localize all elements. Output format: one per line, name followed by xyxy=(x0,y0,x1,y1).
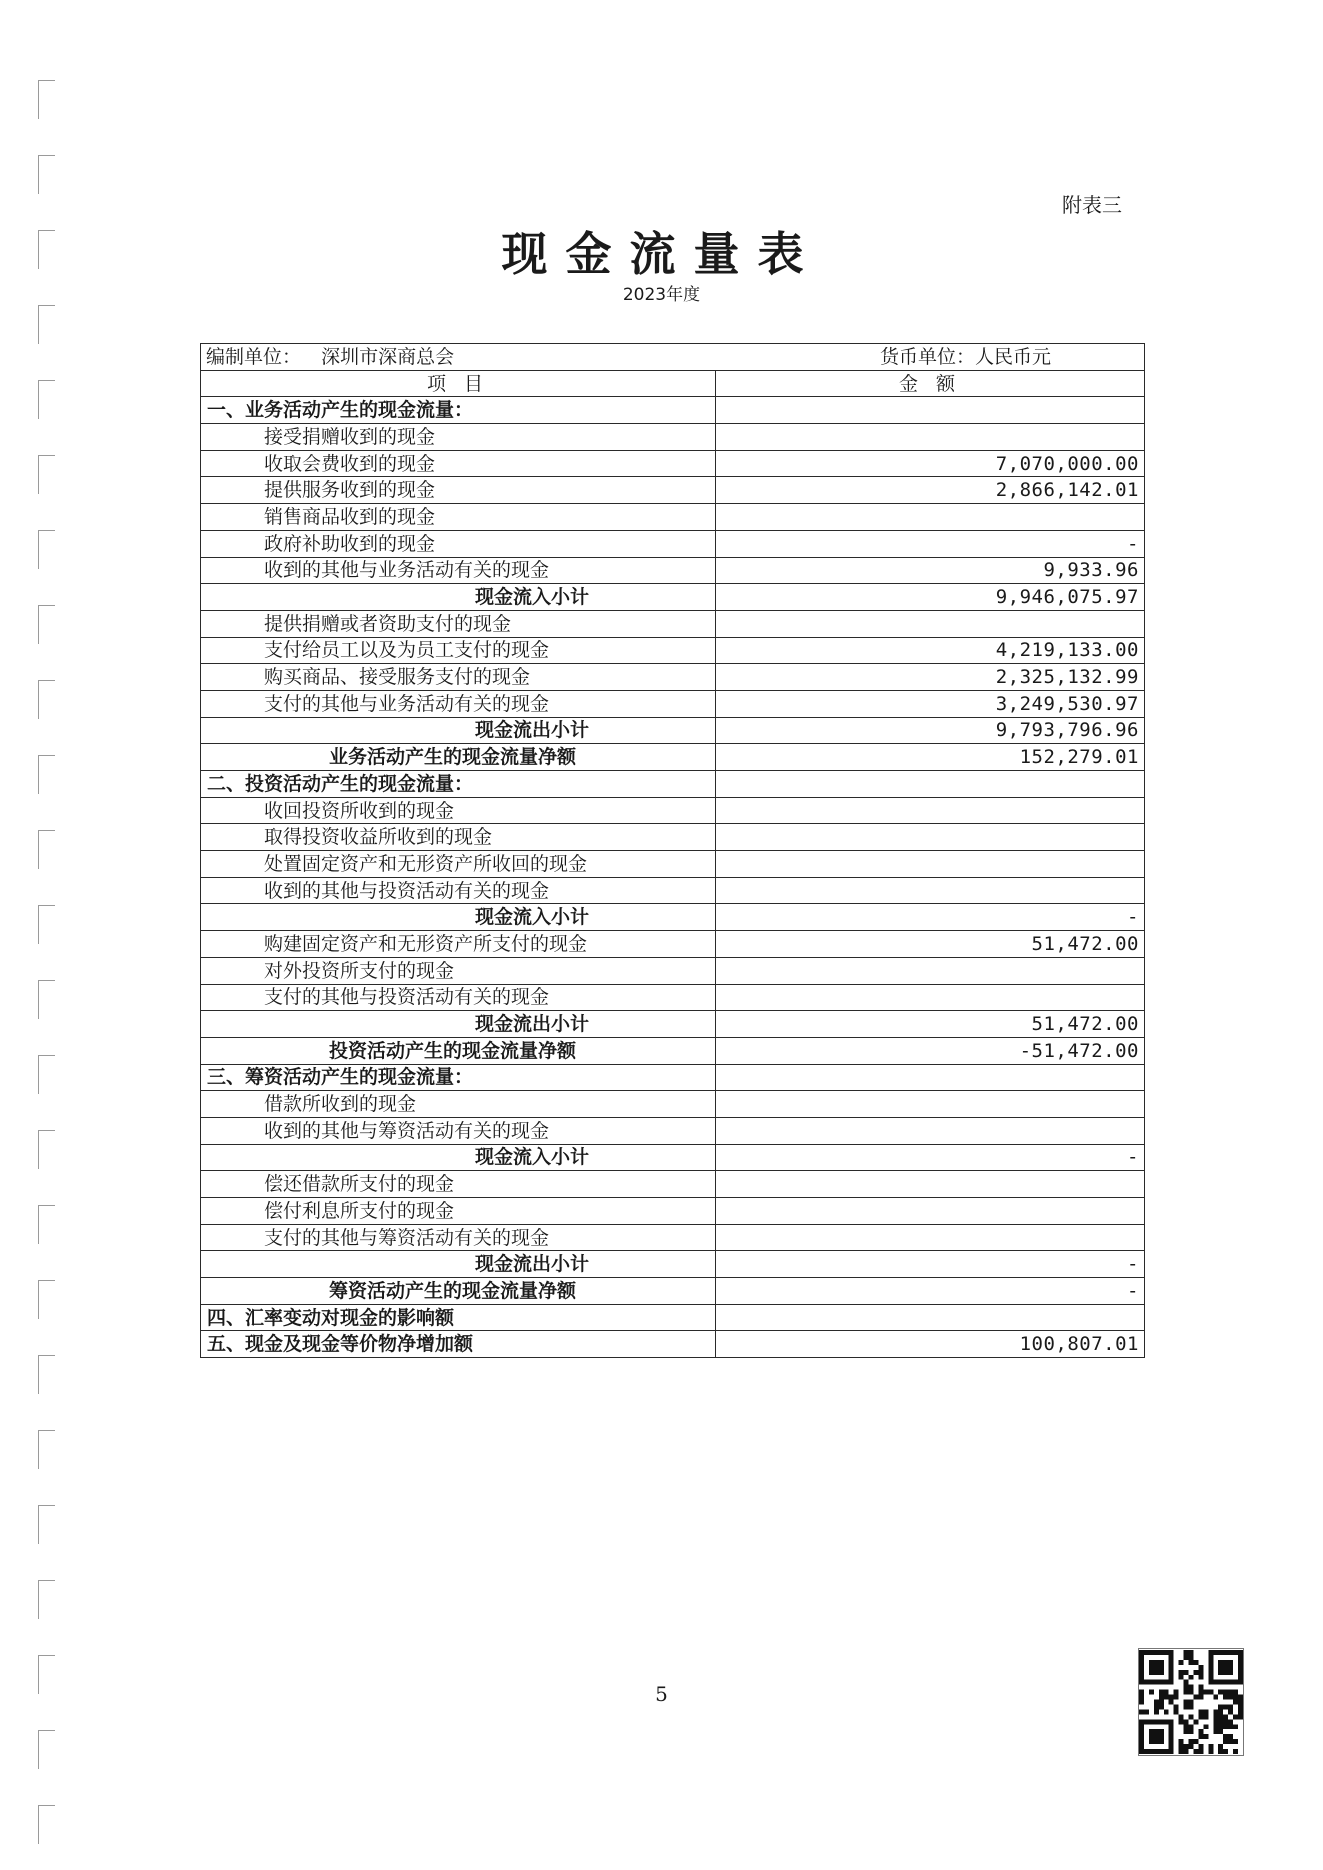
binder-hole xyxy=(38,980,55,1019)
qr-module xyxy=(1228,1709,1233,1714)
qr-module xyxy=(1203,1734,1208,1739)
row-label: 销售商品收到的现金 xyxy=(201,504,716,531)
qr-module xyxy=(1164,1690,1169,1695)
table-row xyxy=(201,1304,1145,1331)
qr-module xyxy=(1174,1704,1179,1709)
qr-module xyxy=(1179,1739,1184,1744)
qr-module xyxy=(1228,1739,1233,1744)
qr-module xyxy=(1193,1749,1198,1754)
qr-module xyxy=(1218,1709,1223,1714)
row-amount xyxy=(716,1171,1145,1198)
currency-field xyxy=(880,346,1051,368)
binder-hole xyxy=(38,1505,55,1544)
binder-hole xyxy=(38,1280,55,1319)
qr-module xyxy=(1184,1670,1189,1675)
row-label: 支付的其他与业务活动有关的现金 xyxy=(201,690,716,717)
row-amount xyxy=(716,1091,1145,1118)
row-label: 支付的其他与投资活动有关的现金 xyxy=(201,984,716,1011)
row-amount xyxy=(716,851,1145,878)
qr-module xyxy=(1193,1660,1198,1665)
table-row xyxy=(201,744,1145,771)
cash-flow-table-body xyxy=(201,344,1145,1358)
qr-module xyxy=(1218,1724,1223,1729)
qr-module xyxy=(1159,1695,1164,1700)
table-row xyxy=(201,1171,1145,1198)
binder-hole xyxy=(38,455,55,494)
table-row xyxy=(201,797,1145,824)
row-label: 现金流出小计 xyxy=(201,1011,716,1038)
row-amount: 3,249,530.97 xyxy=(716,690,1145,717)
row-amount: 152,279.01 xyxy=(716,744,1145,771)
row-amount: 2,866,142.01 xyxy=(716,477,1145,504)
binder-hole xyxy=(38,380,55,419)
binder-hole xyxy=(38,755,55,794)
qr-module xyxy=(1213,1719,1218,1724)
qr-module xyxy=(1198,1685,1203,1690)
row-label: 收到的其他与业务活动有关的现金 xyxy=(201,557,716,584)
qr-module xyxy=(1208,1650,1243,1655)
qr-module xyxy=(1203,1724,1208,1729)
table-row xyxy=(201,477,1145,504)
row-amount: - xyxy=(716,1278,1145,1305)
qr-module xyxy=(1238,1709,1243,1714)
row-amount xyxy=(716,957,1145,984)
row-label: 对外投资所支付的现金 xyxy=(201,957,716,984)
table-row xyxy=(201,1224,1145,1251)
qr-module xyxy=(1228,1719,1233,1724)
qr-module xyxy=(1198,1714,1203,1719)
qr-module xyxy=(1169,1695,1174,1700)
qr-module xyxy=(1193,1719,1198,1724)
binder-hole xyxy=(38,1430,55,1469)
qr-module xyxy=(1184,1680,1189,1685)
qr-module xyxy=(1228,1734,1233,1739)
qr-module xyxy=(1228,1690,1233,1695)
row-label: 收到的其他与投资活动有关的现金 xyxy=(201,877,716,904)
qr-module xyxy=(1213,1709,1218,1714)
qr-module xyxy=(1223,1690,1228,1695)
table-header-row xyxy=(201,370,1145,397)
binder-hole xyxy=(38,1580,55,1619)
row-label: 支付的其他与筹资活动有关的现金 xyxy=(201,1224,716,1251)
row-amount: 51,472.00 xyxy=(716,931,1145,958)
qr-module xyxy=(1223,1704,1228,1709)
row-label: 四、汇率变动对现金的影响额 xyxy=(201,1304,716,1331)
table-row xyxy=(201,1144,1145,1171)
qr-module xyxy=(1174,1690,1179,1695)
row-label: 提供服务收到的现金 xyxy=(201,477,716,504)
binder-hole xyxy=(38,830,55,869)
qr-module xyxy=(1213,1695,1218,1700)
cash-flow-table xyxy=(200,343,1145,1358)
qr-module xyxy=(1169,1700,1174,1705)
column-header-amount: 金 额 xyxy=(716,370,1145,397)
qr-module xyxy=(1198,1744,1203,1749)
row-label: 现金流入小计 xyxy=(201,1144,716,1171)
row-label: 业务活动产生的现金流量净额 xyxy=(201,744,716,771)
qr-module xyxy=(1218,1714,1223,1719)
row-label: 投资活动产生的现金流量净额 xyxy=(201,1037,716,1064)
binder-hole xyxy=(38,305,55,344)
row-label: 现金流出小计 xyxy=(201,1251,716,1278)
table-row xyxy=(201,984,1145,1011)
qr-module xyxy=(1203,1690,1208,1695)
row-amount xyxy=(716,1117,1145,1144)
qr-module xyxy=(1179,1675,1184,1680)
qr-module xyxy=(1223,1695,1228,1700)
row-amount: 100,807.01 xyxy=(716,1331,1145,1358)
row-amount xyxy=(716,877,1145,904)
row-amount: - xyxy=(716,1144,1145,1171)
qr-module xyxy=(1184,1704,1189,1709)
qr-module xyxy=(1139,1695,1144,1700)
qr-module xyxy=(1238,1714,1243,1719)
row-label: 五、现金及现金等价物净增加额 xyxy=(201,1331,716,1358)
qr-module xyxy=(1218,1744,1223,1749)
qr-module xyxy=(1223,1714,1228,1719)
currency-name: 人民币元 xyxy=(974,345,1051,368)
qr-module xyxy=(1139,1700,1144,1705)
row-amount xyxy=(716,424,1145,451)
qr-module xyxy=(1233,1749,1238,1754)
qr-module xyxy=(1218,1690,1223,1695)
qr-module xyxy=(1179,1719,1184,1724)
binder-hole xyxy=(38,905,55,944)
row-label: 三、筹资活动产生的现金流量： xyxy=(201,1064,716,1091)
qr-module xyxy=(1203,1709,1208,1714)
qr-module xyxy=(1139,1680,1174,1685)
binder-hole xyxy=(38,1805,55,1844)
binder-hole xyxy=(38,1205,55,1244)
qr-module xyxy=(1189,1739,1194,1744)
qr-module xyxy=(1198,1695,1203,1700)
row-amount: 4,219,133.00 xyxy=(716,637,1145,664)
qr-module xyxy=(1144,1709,1149,1714)
qr-module xyxy=(1139,1690,1144,1695)
qr-module xyxy=(1184,1729,1189,1734)
row-label: 提供捐赠或者资助支付的现金 xyxy=(201,610,716,637)
qr-module xyxy=(1179,1714,1184,1719)
row-amount xyxy=(716,984,1145,1011)
qr-module xyxy=(1223,1734,1228,1739)
qr-module xyxy=(1198,1690,1203,1695)
row-amount: - xyxy=(716,530,1145,557)
table-row xyxy=(201,877,1145,904)
table-info-cell xyxy=(201,344,1145,371)
table-row xyxy=(201,557,1145,584)
qr-module xyxy=(1193,1670,1198,1675)
table-info-row xyxy=(201,344,1145,371)
report-period: 2023年度 xyxy=(622,285,701,305)
qr-module xyxy=(1223,1739,1228,1744)
table-row xyxy=(201,851,1145,878)
row-amount xyxy=(716,610,1145,637)
row-amount: 9,933.96 xyxy=(716,557,1145,584)
row-amount: 9,793,796.96 xyxy=(716,717,1145,744)
table-row xyxy=(201,931,1145,958)
qr-module xyxy=(1189,1650,1194,1655)
row-label: 收到的其他与筹资活动有关的现金 xyxy=(201,1117,716,1144)
qr-module xyxy=(1233,1695,1238,1700)
org-label: 编制单位： xyxy=(206,345,302,368)
qr-module xyxy=(1184,1690,1189,1695)
table-row xyxy=(201,664,1145,691)
binder-hole xyxy=(38,1730,55,1769)
qr-module xyxy=(1233,1739,1238,1744)
row-amount: - xyxy=(716,904,1145,931)
qr-module xyxy=(1218,1660,1233,1675)
qr-module xyxy=(1139,1749,1174,1754)
row-amount xyxy=(716,1064,1145,1091)
row-label: 偿还借款所支付的现金 xyxy=(201,1171,716,1198)
row-label: 收取会费收到的现金 xyxy=(201,450,716,477)
qr-module xyxy=(1213,1729,1218,1734)
row-label: 筹资活动产生的现金流量净额 xyxy=(201,1278,716,1305)
row-label: 收回投资所收到的现金 xyxy=(201,797,716,824)
table-row xyxy=(201,957,1145,984)
org-name: 深圳市深商总会 xyxy=(321,345,455,368)
qr-module xyxy=(1159,1690,1164,1695)
table-row xyxy=(201,771,1145,798)
binder-hole xyxy=(38,605,55,644)
qr-module xyxy=(1208,1744,1213,1749)
row-label: 接受捐赠收到的现金 xyxy=(201,424,716,451)
table-row xyxy=(201,1064,1145,1091)
qr-module xyxy=(1189,1655,1194,1660)
qr-module xyxy=(1223,1749,1228,1754)
binder-hole xyxy=(38,155,55,194)
qr-module xyxy=(1198,1665,1203,1670)
row-amount xyxy=(716,397,1145,424)
qr-module xyxy=(1139,1650,1144,1685)
qr-module xyxy=(1228,1704,1233,1709)
binder-hole xyxy=(38,80,55,119)
binder-hole xyxy=(38,1055,55,1094)
qr-module xyxy=(1139,1650,1174,1655)
qr-module xyxy=(1238,1695,1243,1700)
qr-module xyxy=(1213,1724,1218,1729)
qr-module xyxy=(1164,1709,1169,1714)
row-amount xyxy=(716,771,1145,798)
qr-module xyxy=(1154,1700,1159,1705)
qr-module xyxy=(1164,1695,1169,1700)
row-amount xyxy=(716,1198,1145,1225)
row-label: 支付给员工以及为员工支付的现金 xyxy=(201,637,716,664)
table-row xyxy=(201,1331,1145,1358)
qr-module xyxy=(1179,1744,1184,1749)
qr-module xyxy=(1139,1709,1144,1714)
qr-module xyxy=(1218,1704,1223,1709)
table-row xyxy=(201,1011,1145,1038)
qr-module xyxy=(1228,1695,1233,1700)
row-label: 取得投资收益所收到的现金 xyxy=(201,824,716,851)
binder-hole xyxy=(38,680,55,719)
qr-module xyxy=(1238,1700,1243,1705)
qr-module xyxy=(1228,1724,1233,1729)
qr-module xyxy=(1169,1719,1174,1754)
qr-module xyxy=(1149,1660,1164,1675)
qr-module xyxy=(1189,1729,1194,1734)
row-label: 借款所收到的现金 xyxy=(201,1091,716,1118)
qr-module xyxy=(1139,1719,1174,1724)
qr-module xyxy=(1149,1690,1154,1695)
qr-module xyxy=(1213,1714,1218,1719)
qr-module xyxy=(1179,1660,1184,1665)
row-label: 政府补助收到的现金 xyxy=(201,530,716,557)
qr-module xyxy=(1233,1724,1238,1729)
qr-module xyxy=(1198,1734,1203,1739)
qr-module xyxy=(1208,1650,1213,1685)
qr-module xyxy=(1189,1714,1194,1719)
column-header-item: 项 目 xyxy=(201,370,716,397)
table-row xyxy=(201,450,1145,477)
qr-module xyxy=(1184,1700,1189,1705)
binder-hole xyxy=(38,530,55,569)
qr-module xyxy=(1184,1650,1189,1655)
qr-module xyxy=(1208,1749,1213,1754)
appendix-label: 附表三 xyxy=(1062,193,1122,217)
table-row xyxy=(201,530,1145,557)
qr-module xyxy=(1233,1690,1238,1695)
qr-module xyxy=(1189,1685,1194,1690)
row-label: 一、业务活动产生的现金流量： xyxy=(201,397,716,424)
table-row xyxy=(201,904,1145,931)
qr-module xyxy=(1198,1675,1203,1680)
qr-module xyxy=(1159,1700,1164,1705)
qr-module xyxy=(1189,1690,1194,1695)
row-amount: - xyxy=(716,1251,1145,1278)
qr-module xyxy=(1159,1704,1164,1709)
table-row xyxy=(201,1198,1145,1225)
row-amount xyxy=(716,797,1145,824)
table-row xyxy=(201,424,1145,451)
qr-module xyxy=(1203,1714,1208,1719)
qr-module xyxy=(1238,1650,1243,1685)
row-amount: 2,325,132.99 xyxy=(716,664,1145,691)
table-row xyxy=(201,717,1145,744)
page-number: 5 xyxy=(655,1682,668,1706)
table-row xyxy=(201,504,1145,531)
row-label: 现金流入小计 xyxy=(201,904,716,931)
row-amount xyxy=(716,1224,1145,1251)
row-label: 偿付利息所支付的现金 xyxy=(201,1198,716,1225)
row-label: 二、投资活动产生的现金流量： xyxy=(201,771,716,798)
qr-module xyxy=(1218,1749,1223,1754)
org-field xyxy=(206,346,454,368)
qr-module xyxy=(1218,1729,1223,1734)
table-row xyxy=(201,690,1145,717)
qr-module xyxy=(1174,1709,1179,1714)
qr-module xyxy=(1198,1729,1203,1734)
qr-module xyxy=(1193,1695,1198,1700)
qr-module xyxy=(1189,1660,1194,1665)
qr-module xyxy=(1198,1709,1203,1714)
page-title: 现金流量表 xyxy=(501,227,822,281)
qr-module xyxy=(1184,1744,1189,1749)
qr-module xyxy=(1238,1704,1243,1709)
table-row xyxy=(201,610,1145,637)
qr-module xyxy=(1233,1714,1238,1719)
qr-module xyxy=(1218,1719,1223,1724)
qr-module xyxy=(1189,1675,1194,1680)
table-row xyxy=(201,397,1145,424)
qr-module xyxy=(1198,1670,1203,1675)
table-row xyxy=(201,1278,1145,1305)
row-amount: 51,472.00 xyxy=(716,1011,1145,1038)
row-amount xyxy=(716,1304,1145,1331)
qr-module xyxy=(1154,1704,1159,1709)
qr-module xyxy=(1208,1680,1243,1685)
qr-module xyxy=(1208,1690,1213,1695)
table-row xyxy=(201,1251,1145,1278)
row-label: 处置固定资产和无形资产所收回的现金 xyxy=(201,851,716,878)
table-row xyxy=(201,824,1145,851)
qr-module xyxy=(1184,1719,1189,1724)
qr-module xyxy=(1184,1724,1189,1729)
currency-label: 货币单位： xyxy=(879,345,975,368)
row-amount: 7,070,000.00 xyxy=(716,450,1145,477)
row-amount: -51,472.00 xyxy=(716,1037,1145,1064)
qr-module xyxy=(1193,1739,1198,1744)
qr-module xyxy=(1139,1719,1144,1754)
table-row xyxy=(201,637,1145,664)
table-row xyxy=(201,1091,1145,1118)
table-row xyxy=(201,584,1145,611)
qr-module xyxy=(1223,1724,1228,1729)
qr-module xyxy=(1154,1709,1159,1714)
row-label: 购建固定资产和无形资产所支付的现金 xyxy=(201,931,716,958)
qr-module xyxy=(1174,1695,1179,1700)
qr-module xyxy=(1198,1749,1203,1754)
qr-module xyxy=(1223,1719,1228,1724)
qr-module xyxy=(1189,1744,1194,1749)
qr-module xyxy=(1189,1704,1194,1709)
qr-module xyxy=(1189,1724,1194,1729)
qr-module xyxy=(1179,1670,1184,1675)
qr-module xyxy=(1184,1655,1189,1660)
row-amount: 9,946,075.97 xyxy=(716,584,1145,611)
row-label: 现金流出小计 xyxy=(201,717,716,744)
table-row xyxy=(201,1117,1145,1144)
row-label: 购买商品、接受服务支付的现金 xyxy=(201,664,716,691)
qr-module xyxy=(1169,1650,1174,1685)
table-row xyxy=(201,1037,1145,1064)
row-amount xyxy=(716,504,1145,531)
binder-hole xyxy=(38,1130,55,1169)
qr-module xyxy=(1184,1749,1189,1754)
qr-module xyxy=(1179,1749,1184,1754)
qr-code-icon xyxy=(1138,1648,1244,1756)
qr-module xyxy=(1149,1729,1164,1744)
row-amount xyxy=(716,824,1145,851)
binder-hole xyxy=(38,1355,55,1394)
qr-module xyxy=(1184,1685,1189,1690)
row-label: 现金流入小计 xyxy=(201,584,716,611)
qr-module xyxy=(1189,1700,1194,1705)
qr-module xyxy=(1233,1700,1238,1705)
